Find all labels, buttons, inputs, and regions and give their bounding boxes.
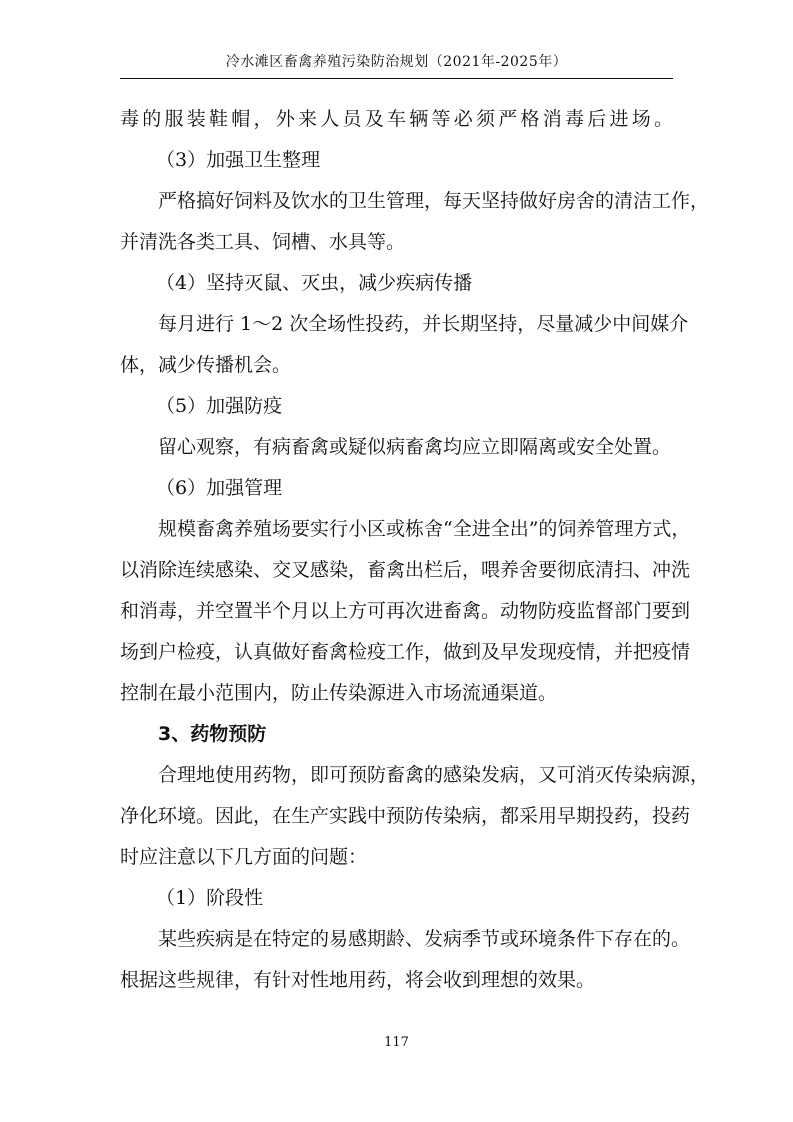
paragraph-line: 时应注意以下几方面的问题： [120, 846, 368, 868]
subheading: （1）阶段性 [156, 887, 264, 909]
paragraph-line: 某些疾病是在特定的易感期龄、发病季节或环境条件下存在的。 [158, 928, 691, 950]
paragraph-line: 合理地使用药物，即可预防畜禽的感染发病，又可消灭传染病源， [158, 764, 710, 786]
paragraph-line: 规模畜禽养殖场要实行小区或栋舍“全进全出”的饲养管理方式， [158, 518, 691, 540]
section-heading: 3、药物预防 [158, 723, 267, 745]
paragraph-line: 留心观察，有病畜禽或疑似病畜禽均应立即隔离或安全处置。 [158, 436, 672, 458]
paragraph-line: 场到户检疫，认真做好畜禽检疫工作，做到及早发现疫情，并把疫情 [120, 641, 691, 663]
running-header: 冷水滩区畜禽养殖污染防治规划（2021年-2025年） [225, 54, 568, 70]
paragraph-line: 并清洗各类工具、饲槽、水具等。 [120, 231, 406, 253]
paragraph-line: 和消毒，并空置半个月以上方可再次进畜禽。动物防疫监督部门要到 [120, 600, 691, 622]
paragraph-line: 毒的服装鞋帽，外来人员及车辆等必须严格消毒后进场。 [120, 108, 673, 130]
paragraph-line: 体，减少传播机会。 [120, 354, 292, 376]
paragraph-line: 控制在最小范围内，防止传染源进入市场流通渠道。 [120, 682, 558, 704]
subheading: （3）加强卫生整理 [156, 149, 321, 171]
document-body [120, 99, 710, 1001]
subheading: （6）加强管理 [156, 477, 283, 499]
paragraph-line: 以消除连续感染、交叉感染，畜禽出栏后，喂养舍要彻底清扫、冲洗 [120, 559, 691, 581]
subheading: （4）坚持灭鼠、灭虫，减少疾病传播 [156, 272, 473, 294]
paragraph-line: 严格搞好饲料及饮水的卫生管理，每天坚持做好房舍的清洁工作， [158, 190, 710, 212]
paragraph-line: 根据这些规律，有针对性地用药，将会收到理想的效果。 [120, 969, 596, 991]
subheading: （5）加强防疫 [156, 395, 283, 417]
page-number: 117 [384, 1035, 409, 1050]
paragraph-line: 每月进行 1～2 次全场性投药，并长期坚持，尽量减少中间媒介 [158, 313, 689, 335]
paragraph-line: 净化环境。因此，在生产实践中预防传染病，都采用早期投药，投药 [120, 805, 691, 827]
header-divider [120, 78, 673, 79]
